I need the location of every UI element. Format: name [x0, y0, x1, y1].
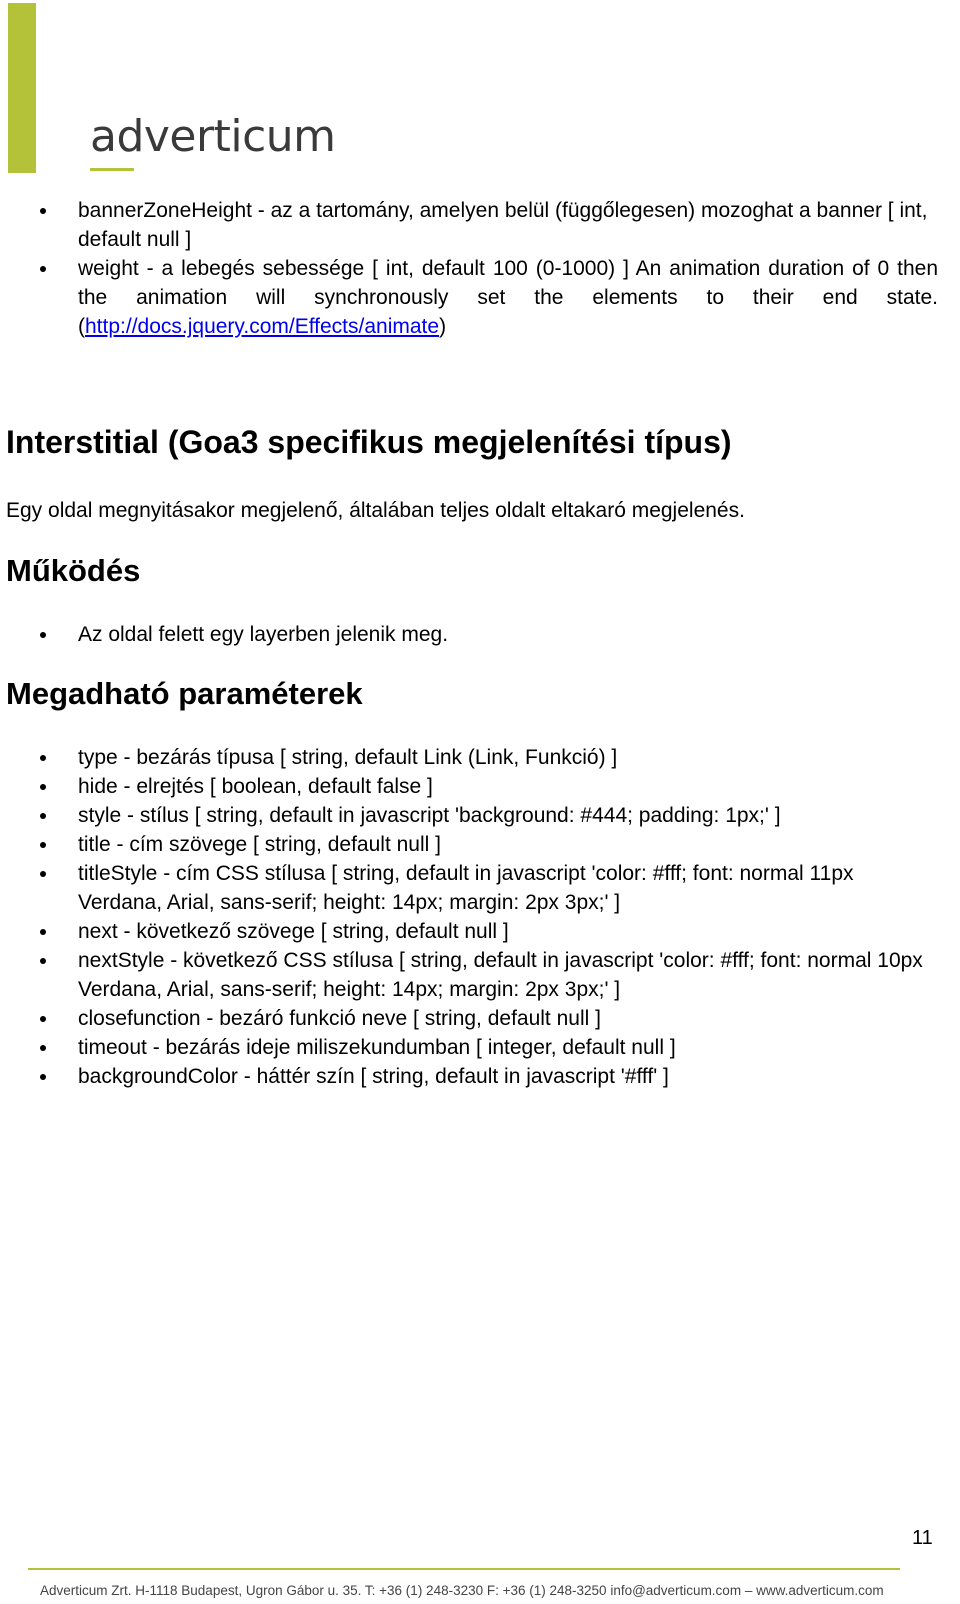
list-item	[78, 620, 938, 649]
bullet-icon	[40, 1074, 46, 1080]
list-item-text: bannerZoneHeight - az a tartomány, amelyen belül (függőlegesen) mozoghat a banner [ int, default null ]	[78, 199, 928, 251]
list-item	[78, 917, 940, 946]
list-item	[78, 801, 940, 830]
list-item	[78, 830, 940, 859]
bullet-icon	[40, 208, 46, 214]
list-item-text-close: )	[439, 315, 447, 338]
mukodes-list	[78, 620, 938, 649]
footer-divider	[28, 1568, 900, 1570]
logo-accent	[90, 168, 134, 171]
list-item	[78, 946, 940, 1004]
list-item-text: nextStyle - következő CSS stílusa [ string, default in javascript 'color: #fff; font: normal 10px Verdana, Arial, sans-serif; height: 14px; margin: 2px 3px;' ]	[78, 949, 923, 1001]
mukodes-heading: Működés	[6, 553, 141, 588]
list-item-text: hide - elrejtés [ boolean, default false ]	[78, 775, 433, 798]
bullet-icon	[40, 929, 46, 935]
section-description: Egy oldal megnyitásakor megjelenő, általában teljes oldalt eltakaró megjelenés.	[6, 499, 745, 522]
list-item	[78, 1033, 940, 1062]
bullet-icon	[40, 842, 46, 848]
list-item	[78, 859, 940, 917]
list-item-text: timeout - bezárás ideje miliszekundumban [ integer, default null ]	[78, 1036, 676, 1059]
list-item	[78, 1004, 940, 1033]
list-item	[78, 743, 940, 772]
section-title: Interstitial (Goa3 specifikus megjelenítési típus)	[6, 424, 732, 460]
footer-address: Adverticum Zrt. H-1118 Budapest, Ugron Gábor u. 35. T: +36 (1) 248-3230 F: +36 (1) 248-3250 info@adverticum.com – www.adverticum.com	[40, 1583, 884, 1598]
list-item-text: next - következő szövege [ string, default null ]	[78, 920, 509, 943]
bullet-icon	[40, 1045, 46, 1051]
list-item-text: titleStyle - cím CSS stílusa [ string, default in javascript 'color: #fff; font: normal 11px Verdana, Arial, sans-serif; height: 14px; margin: 2px 3px;' ]	[78, 862, 854, 914]
list-item-text: style - stílus [ string, default in javascript 'background: #444; padding: 1px;' ]	[78, 804, 781, 827]
adverticum-logo: adverticum	[90, 111, 336, 162]
list-item	[78, 772, 940, 801]
params-heading: Megadható paraméterek	[6, 676, 363, 711]
bullet-icon	[40, 958, 46, 964]
list-item	[78, 196, 938, 254]
list-item-text: type - bezárás típusa [ string, default Link (Link, Funkció) ]	[78, 746, 618, 769]
header-accent-bar	[8, 3, 36, 173]
bullet-icon	[40, 632, 46, 638]
list-item-text: title - cím szövege [ string, default null ]	[78, 833, 441, 856]
bullet-icon	[40, 266, 46, 272]
bullet-icon	[40, 1016, 46, 1022]
page-number: 11	[912, 1527, 933, 1549]
list-item-text: weight - a lebegés sebessége [ int, default 100 (0-1000) ] An animation duration of 0 then the animation will synchronously set the elements to their end state. (	[78, 257, 938, 338]
intro-list	[78, 196, 938, 341]
bullet-icon	[40, 871, 46, 877]
list-item-text: Az oldal felett egy layerben jelenik meg.	[78, 623, 449, 646]
list-item-text: closefunction - bezáró funkció neve [ string, default null ]	[78, 1007, 601, 1030]
bullet-icon	[40, 784, 46, 790]
list-item-text: backgroundColor - háttér szín [ string, default in javascript '#fff' ]	[78, 1065, 669, 1088]
bullet-icon	[40, 813, 46, 819]
jquery-docs-link[interactable]: http://docs.jquery.com/Effects/animate	[85, 315, 440, 338]
list-item	[78, 1062, 940, 1091]
list-item	[78, 254, 938, 341]
params-list	[78, 743, 940, 1091]
bullet-icon	[40, 755, 46, 761]
